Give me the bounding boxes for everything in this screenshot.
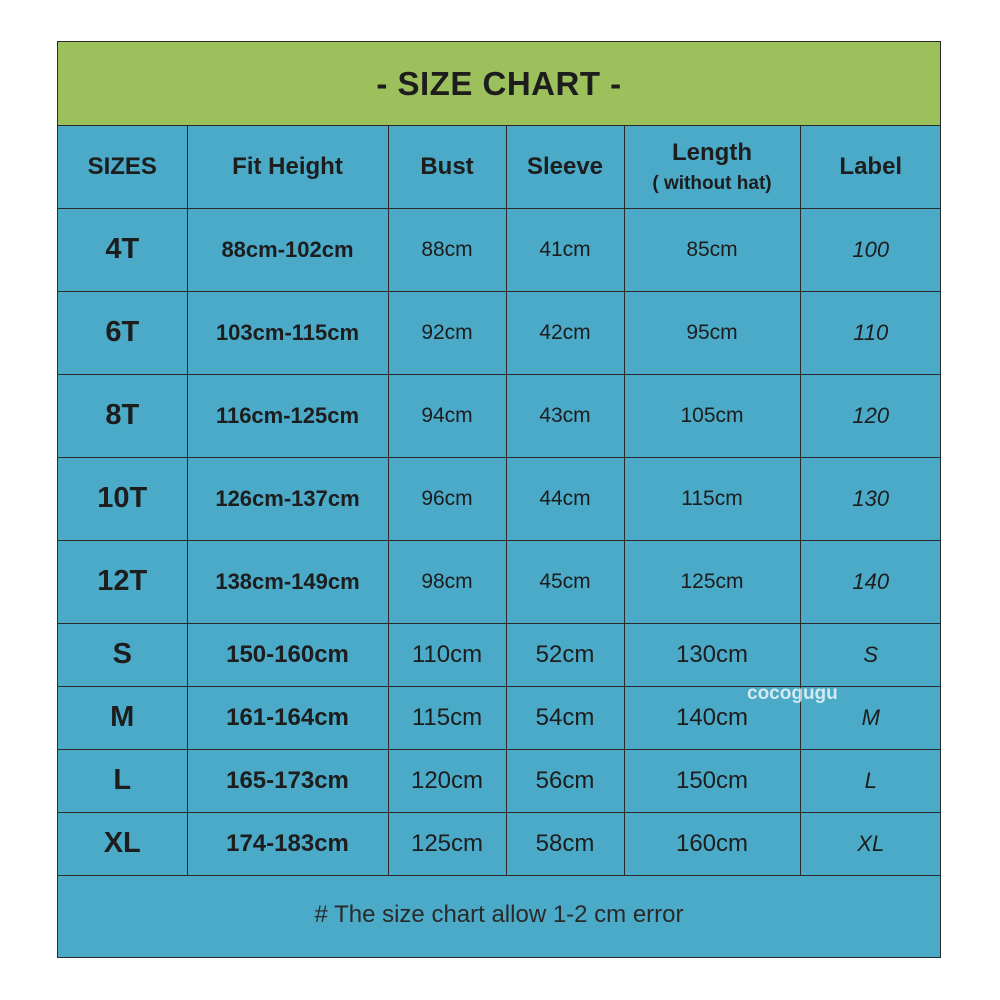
header-sizes: SIZES <box>58 126 187 208</box>
length-cell: 160cm <box>624 812 800 875</box>
label-cell: 130 <box>800 457 941 540</box>
bust-cell: 96cm <box>388 457 506 540</box>
label-cell: 100 <box>800 208 941 291</box>
bust-cell: 88cm <box>388 208 506 291</box>
header-sleeve: Sleeve <box>506 126 624 208</box>
fit-height-cell: 150-160cm <box>187 623 388 686</box>
fit-height-cell: 88cm-102cm <box>187 208 388 291</box>
header-bust: Bust <box>388 126 506 208</box>
label-cell: 140 <box>800 540 941 623</box>
sleeve-cell: 43cm <box>506 374 624 457</box>
size-cell: XL <box>58 812 187 875</box>
length-cell: 115cm <box>624 457 800 540</box>
length-cell: 105cm <box>624 374 800 457</box>
fit-height-cell: 161-164cm <box>187 686 388 749</box>
sleeve-cell: 52cm <box>506 623 624 686</box>
sleeve-cell: 45cm <box>506 540 624 623</box>
fit-height-cell: 174-183cm <box>187 812 388 875</box>
label-cell: 120 <box>800 374 941 457</box>
size-cell: 10T <box>58 457 187 540</box>
size-note: # The size chart allow 1-2 cm error <box>314 900 684 928</box>
size-cell: S <box>58 623 187 686</box>
table-row <box>58 623 941 686</box>
size-cell: 8T <box>58 374 187 457</box>
header-fit-height: Fit Height <box>187 126 388 208</box>
header-length-label: Length <box>672 138 752 166</box>
table-row <box>58 457 941 540</box>
header-row <box>58 126 941 208</box>
table-row <box>58 540 941 623</box>
length-cell: 130cm <box>624 623 800 686</box>
bust-cell: 115cm <box>388 686 506 749</box>
watermark: cocogugu <box>747 683 838 704</box>
size-table <box>58 126 941 876</box>
size-cell: 6T <box>58 291 187 374</box>
size-cell: 4T <box>58 208 187 291</box>
label-cell: XL <box>800 812 941 875</box>
fit-height-cell: 126cm-137cm <box>187 457 388 540</box>
table-row <box>58 749 941 812</box>
label-cell: L <box>800 749 941 812</box>
sleeve-cell: 58cm <box>506 812 624 875</box>
header-length <box>624 126 800 208</box>
bust-cell: 98cm <box>388 540 506 623</box>
table-row <box>58 374 941 457</box>
label-cell: S <box>800 623 941 686</box>
header-length-sub: ( without hat) <box>652 172 772 194</box>
sleeve-cell: 54cm <box>506 686 624 749</box>
length-cell: 150cm <box>624 749 800 812</box>
chart-title: - SIZE CHART - <box>58 42 940 126</box>
bust-cell: 125cm <box>388 812 506 875</box>
length-cell: 140cm <box>624 686 800 749</box>
size-cell: L <box>58 749 187 812</box>
size-cell: M <box>58 686 187 749</box>
fit-height-cell: 103cm-115cm <box>187 291 388 374</box>
label-cell: M <box>800 686 941 749</box>
length-cell: 95cm <box>624 291 800 374</box>
size-chart <box>57 41 941 958</box>
bust-cell: 92cm <box>388 291 506 374</box>
label-cell: 110 <box>800 291 941 374</box>
sleeve-cell: 44cm <box>506 457 624 540</box>
bust-cell: 94cm <box>388 374 506 457</box>
fit-height-cell: 165-173cm <box>187 749 388 812</box>
bust-cell: 110cm <box>388 623 506 686</box>
header-label: Label <box>800 126 941 208</box>
length-cell: 85cm <box>624 208 800 291</box>
sleeve-cell: 42cm <box>506 291 624 374</box>
sleeve-cell: 41cm <box>506 208 624 291</box>
fit-height-cell: 138cm-149cm <box>187 540 388 623</box>
length-cell: 125cm <box>624 540 800 623</box>
size-cell: 12T <box>58 540 187 623</box>
table-row <box>58 812 941 875</box>
table-row <box>58 291 941 374</box>
table-row <box>58 208 941 291</box>
bust-cell: 120cm <box>388 749 506 812</box>
fit-height-cell: 116cm-125cm <box>187 374 388 457</box>
sleeve-cell: 56cm <box>506 749 624 812</box>
